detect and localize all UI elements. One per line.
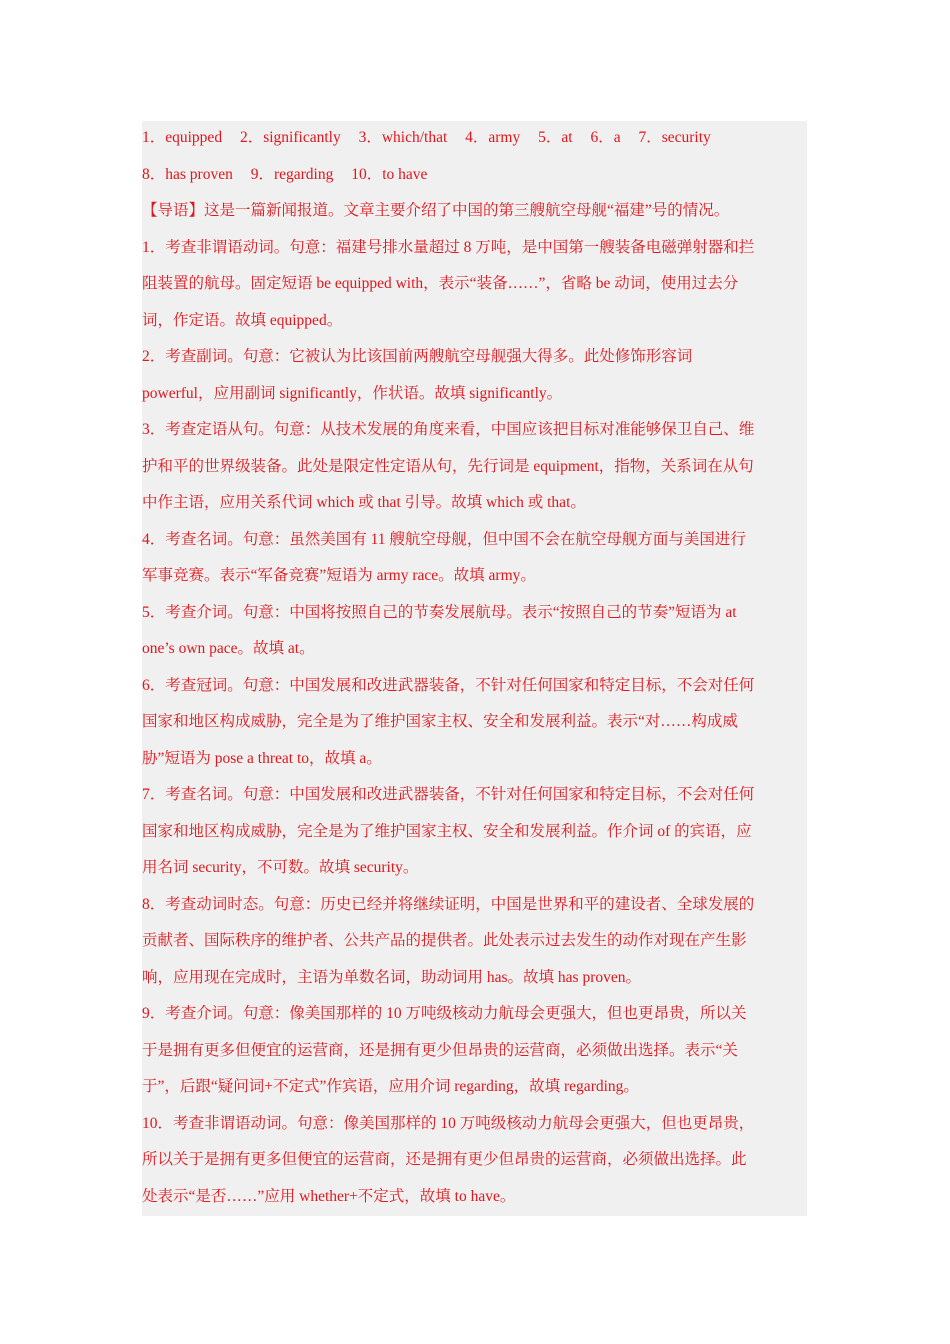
explanation-line: 1．考查非谓语动词。句意：福建号排水量超过 8 万吨，是中国第一艘装备电磁弹射器和拦 xyxy=(142,238,755,256)
explanation-1 xyxy=(142,231,807,341)
explanation-3 xyxy=(142,413,807,523)
explanation-8 xyxy=(142,888,807,998)
explanation-line: 阻装置的航母。固定短语 be equipped with，表示“装备……”，省略 be 动词，使用过去分 xyxy=(142,275,739,292)
explanation-line: 贡献者、国际秩序的维护者、公共产品的提供者。此处表示过去发生的动作对现在产生影 xyxy=(142,932,747,949)
explanation-2 xyxy=(142,340,807,413)
explanation-line: 胁”短语为 pose a threat to，故填 a。 xyxy=(142,749,382,767)
explanation-line: 10．考查非谓语动词。句意：像美国那样的 10 万吨级核动力航母会更强大，但也更昂贵， xyxy=(142,1114,755,1132)
explanation-line: 军事竞赛。表示“军备竞赛”短语为 army race。故填 army。 xyxy=(142,567,536,584)
explanation-line: 用名词 security，不可数。故填 security。 xyxy=(142,859,419,876)
explanation-4 xyxy=(142,523,807,596)
explanation-10 xyxy=(142,1107,807,1217)
answer-item: 4．army xyxy=(465,129,521,146)
explanation-line: 护和平的世界级装备。此处是限定性定语从句，先行词是 equipment，指物，关系词在从句 xyxy=(142,457,754,475)
answer-item: 3．which/that xyxy=(358,129,448,146)
explanation-line: 5．考查介词。句意：中国将按照自己的节奏发展航母。表示“按照自己的节奏”短语为 at xyxy=(142,603,737,621)
explanation-6 xyxy=(142,669,807,779)
intro-text: 这是一篇新闻报道。文章主要介绍了中国的第三艘航空母舰“福建”号的情况。 xyxy=(204,202,730,219)
explanation-line: 8．考查动词时态。句意：历史已经并将继续证明，中国是世界和平的建设者、全球发展的 xyxy=(142,895,755,913)
explanation-line: 所以关于是拥有更多但便宜的运营商，还是拥有更少但昂贵的运营商，必须做出选择。此 xyxy=(142,1151,747,1168)
explanation-line: 6．考查冠词。句意：中国发展和改进武器装备，不针对任何国家和特定目标，不会对任何 xyxy=(142,676,755,694)
explanation-line: 3．考查定语从句。句意：从技术发展的角度来看，中国应该把目标对准能够保卫自己、维 xyxy=(142,421,755,438)
intro-line xyxy=(142,194,807,231)
answer-item: 10．to have xyxy=(351,165,428,183)
explanation-line: 中作主语，应用关系代词 which 或 that 引导。故填 which 或 that。 xyxy=(142,494,586,511)
explanation-line: 2．考查副词。句意：它被认为比该国前两艘航空母舰强大得多。此处修饰形容词 xyxy=(142,348,693,365)
intro-tag: 【导语】 xyxy=(142,202,205,219)
explanation-9 xyxy=(142,997,807,1107)
answer-item: 9．regarding xyxy=(250,165,334,183)
answer-item: 7．security xyxy=(638,129,711,146)
explanation-line: 词，作定语。故填 equipped。 xyxy=(142,311,343,329)
explanation-line: 国家和地区构成威胁，完全是为了维护国家主权、安全和发展利益。表示“对……构成威 xyxy=(142,713,738,730)
explanation-line: 国家和地区构成威胁，完全是为了维护国家主权、安全和发展利益。作介词 of 的宾语，应 xyxy=(142,822,752,840)
answer-item: 6．a xyxy=(590,129,621,146)
answer-key-block xyxy=(142,121,807,1216)
answer-item: 2．significantly xyxy=(239,129,341,146)
explanation-line: 处表示“是否……”应用 whether+不定式，故填 to have。 xyxy=(142,1187,516,1205)
answers-row-2 xyxy=(142,158,807,195)
explanation-line: 于是拥有更多但便宜的运营商，还是拥有更少但昂贵的运营商，必须做出选择。表示“关 xyxy=(142,1041,738,1059)
explanation-line: 响，应用现在完成时，主语为单数名词，助动词用 has。故填 has proven。 xyxy=(142,968,641,986)
answer-item: 5．at xyxy=(538,129,573,146)
explanation-line: one’s own pace。故填 at。 xyxy=(142,640,315,657)
explanation-7 xyxy=(142,778,807,888)
answer-item: 1．equipped xyxy=(142,129,223,146)
explanation-line: 9．考查介词。句意：像美国那样的 10 万吨级核动力航母会更强大，但也更昂贵，所以关 xyxy=(142,1005,747,1022)
answer-item: 8．has proven xyxy=(142,165,233,183)
explanation-line: 于”，后跟“疑问词+不定式”作宾语，应用介词 regarding，故填 regarding。 xyxy=(142,1078,639,1095)
explanation-5 xyxy=(142,596,807,669)
explanation-line: powerful，应用副词 significantly，作状语。故填 significantly。 xyxy=(142,384,563,402)
explanation-line: 4．考查名词。句意：虽然美国有 11 艘航空母舰，但中国不会在航空母舰方面与美国进行 xyxy=(142,530,746,548)
answers-row-1 xyxy=(142,121,807,158)
explanation-line: 7．考查名词。句意：中国发展和改进武器装备，不针对任何国家和特定目标，不会对任何 xyxy=(142,786,755,803)
